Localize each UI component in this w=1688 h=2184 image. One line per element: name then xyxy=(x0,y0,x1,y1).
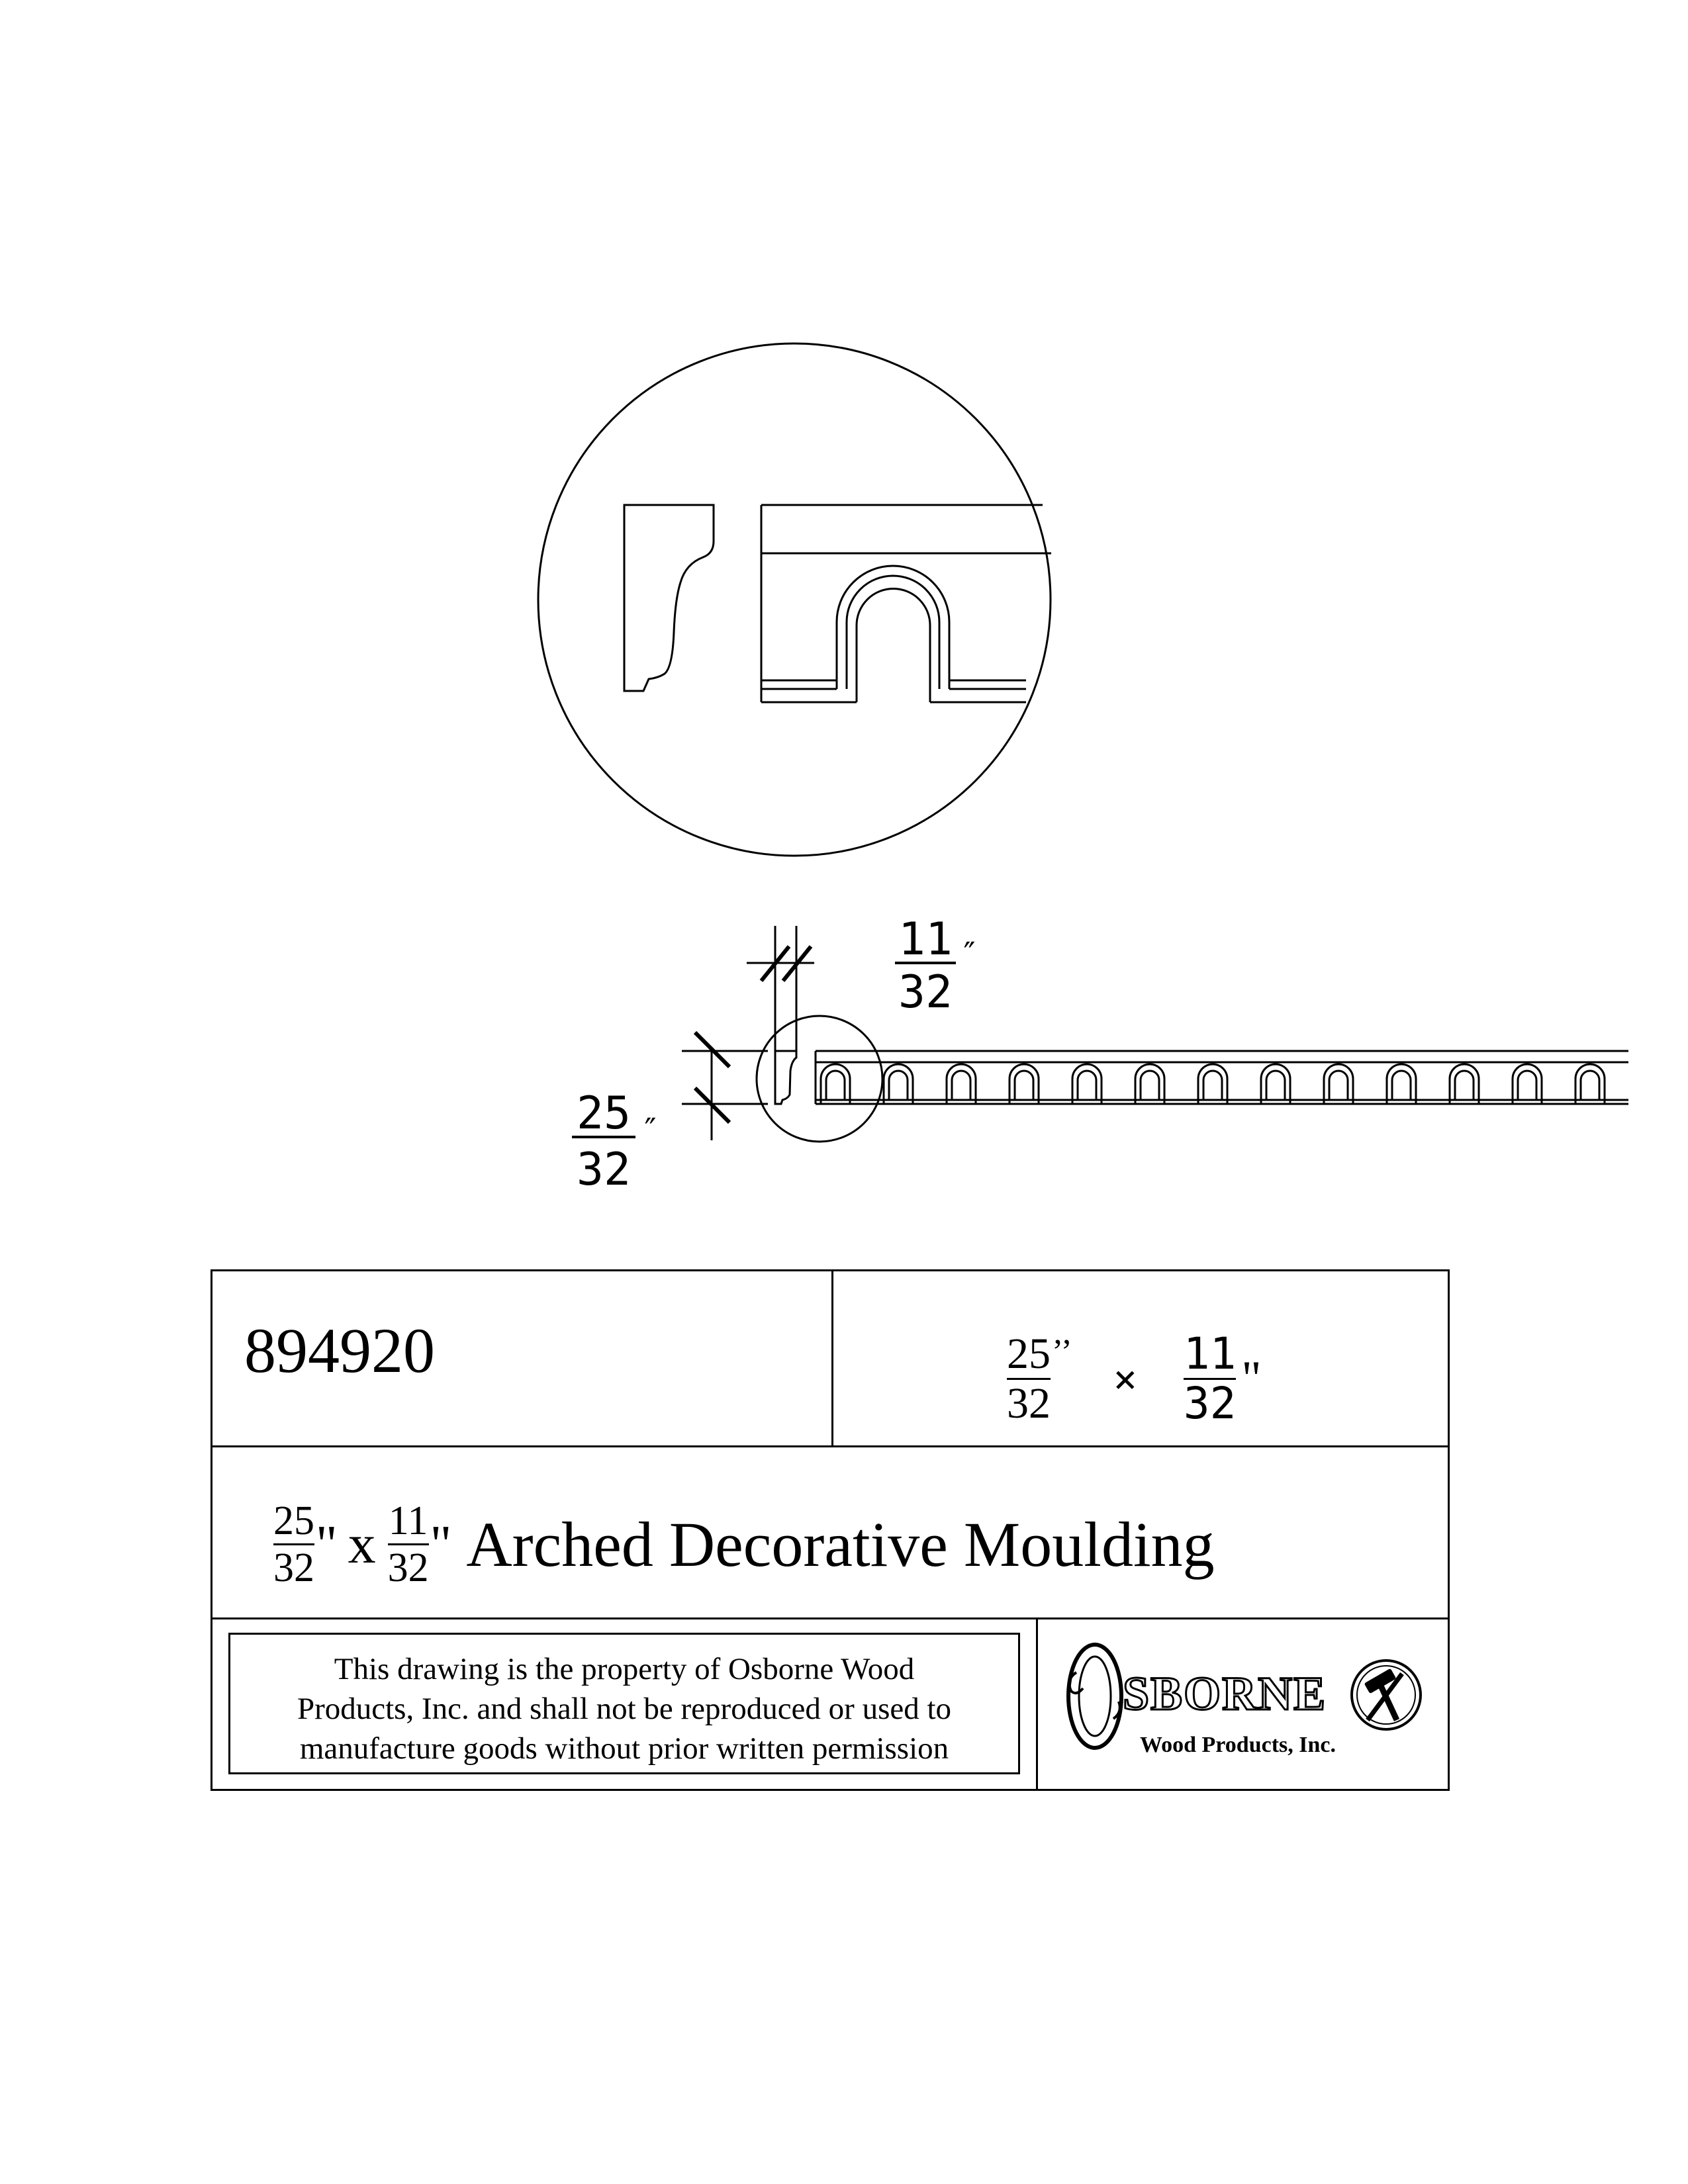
osborne-logo xyxy=(1056,1633,1427,1774)
height-denominator: 32 xyxy=(577,1144,631,1196)
part-number-cell xyxy=(212,1271,833,1445)
notice-line: Products, Inc. and shall not be reproduced or used to xyxy=(297,1692,952,1726)
strip-arch-opening xyxy=(1015,1071,1033,1100)
strip-arch-opening xyxy=(1141,1071,1159,1100)
thickness-dimension-label xyxy=(895,913,979,1019)
strip-arch-opening xyxy=(889,1071,908,1100)
size-height-fraction xyxy=(1007,1332,1051,1426)
size-thickness-fraction xyxy=(1183,1328,1237,1429)
logo-tagline: Wood Products, Inc. xyxy=(1140,1733,1336,1757)
desc-height-numerator: 25 xyxy=(273,1498,314,1543)
strip-arch-opening xyxy=(1518,1071,1536,1100)
product-description xyxy=(273,1500,1215,1588)
height-unit: ″ xyxy=(641,1112,660,1149)
size-thickness-unit: " xyxy=(1241,1351,1262,1406)
desc-thickness-unit: " xyxy=(430,1515,452,1574)
arch-inner xyxy=(857,589,930,703)
size-height-denominator: 32 xyxy=(1007,1379,1051,1428)
height-numerator: 25 xyxy=(577,1087,631,1140)
logo-wordmark: SBORNE xyxy=(1123,1667,1327,1720)
strip-arch-opening xyxy=(826,1071,845,1100)
part-number: 894920 xyxy=(244,1315,435,1386)
strip-arch-opening xyxy=(1392,1071,1411,1100)
desc-height-unit: " xyxy=(316,1515,338,1574)
detail-circle xyxy=(538,343,1051,856)
strip-arch-opening xyxy=(1329,1071,1348,1100)
hammer-and-chisel-icon xyxy=(1352,1661,1421,1729)
thickness-denominator: 32 xyxy=(898,966,953,1019)
size-thickness-denominator: 32 xyxy=(1183,1378,1237,1429)
strip-arch-opening xyxy=(1581,1071,1599,1100)
strip-arch-opening xyxy=(952,1071,970,1100)
desc-thickness-fraction xyxy=(388,1500,429,1588)
strip-arch-opening xyxy=(1078,1071,1096,1100)
size-thickness-numerator: 11 xyxy=(1183,1328,1237,1379)
moulding-strip-elevation xyxy=(816,1051,1628,1104)
moulding-profile-section xyxy=(624,505,714,691)
size-height-numerator: 25 xyxy=(1007,1330,1051,1378)
title-block-row-identification xyxy=(212,1271,1448,1447)
copyright-notice-box xyxy=(228,1633,1020,1774)
title-block-row-ownership xyxy=(212,1619,1448,1789)
height-dimension-label xyxy=(572,1087,660,1196)
title-block-row-description xyxy=(212,1447,1448,1619)
description-text: Arched Decorative Moulding xyxy=(466,1508,1215,1580)
section-view xyxy=(682,926,1628,1142)
arch-outer xyxy=(837,566,949,680)
arch-middle xyxy=(847,576,939,689)
desc-thickness-denominator: 32 xyxy=(387,1545,429,1590)
small-profile-section xyxy=(775,1051,796,1104)
desc-thickness-numerator: 11 xyxy=(388,1498,428,1543)
enlarged-detail-view xyxy=(538,343,1051,856)
desc-height-denominator: 32 xyxy=(273,1545,314,1590)
notice-line: manufacture goods without prior written permission xyxy=(299,1731,949,1766)
size-cell xyxy=(833,1271,1448,1445)
size-times-sign: × xyxy=(1113,1355,1137,1402)
strip-arch-opening xyxy=(1455,1071,1474,1100)
desc-height-fraction xyxy=(273,1500,314,1588)
title-block xyxy=(211,1269,1450,1791)
copyright-notice xyxy=(230,1649,1018,1768)
thickness-unit: ″ xyxy=(960,936,979,973)
desc-times-sign: x xyxy=(348,1513,376,1575)
strip-arch-opening xyxy=(1266,1071,1285,1100)
strip-arch-opening xyxy=(1203,1071,1222,1100)
size-height-unit: ’’ xyxy=(1052,1333,1072,1371)
thickness-numerator: 11 xyxy=(898,913,953,966)
notice-line: This drawing is the property of Osborne Wood xyxy=(334,1652,915,1686)
